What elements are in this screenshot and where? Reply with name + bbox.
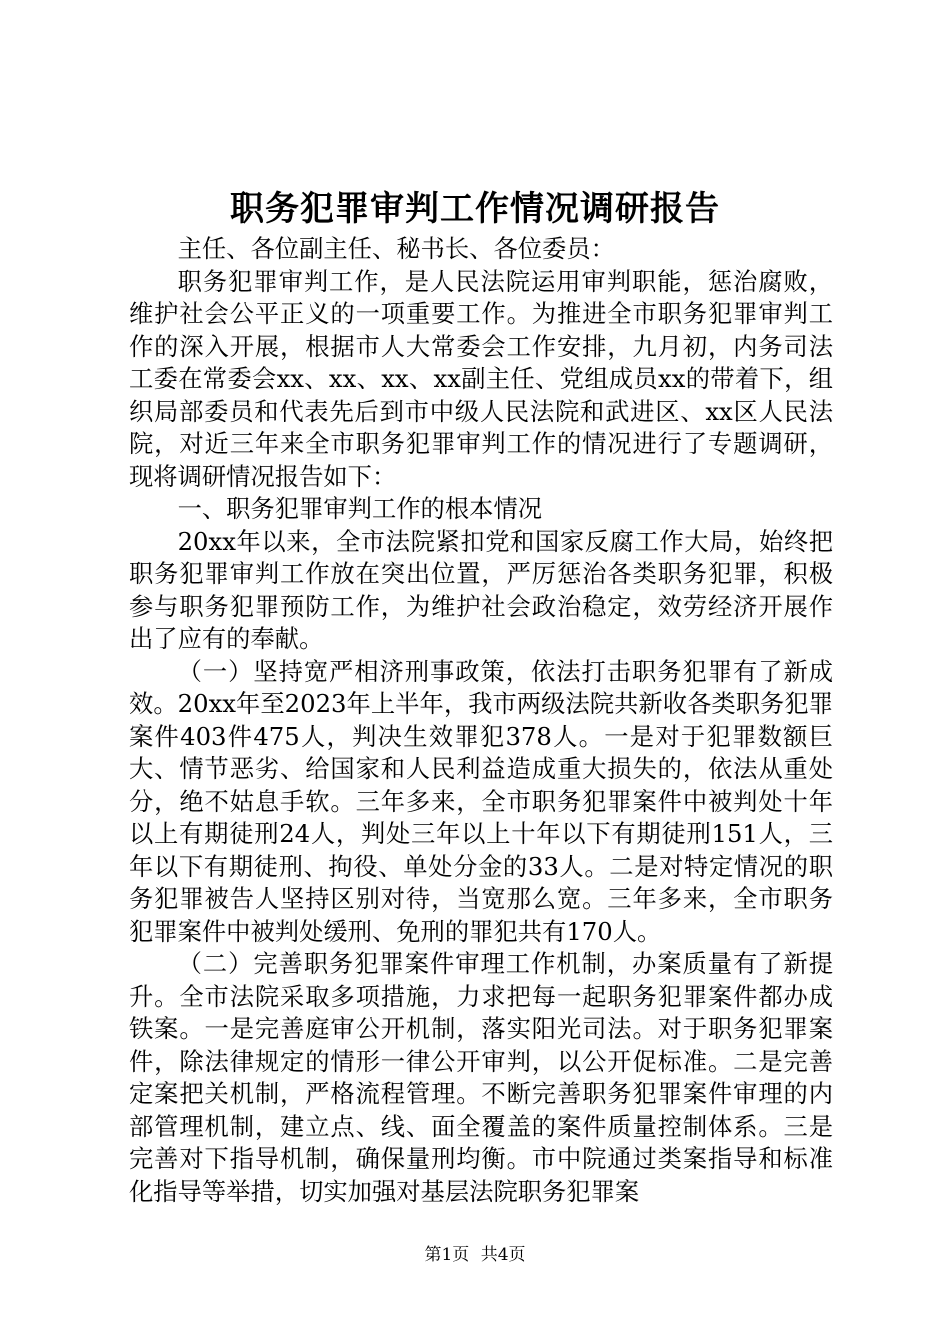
document-body bbox=[129, 233, 833, 1208]
page-footer bbox=[0, 1243, 950, 1267]
paragraph-intro: 职务犯罪审判工作，是人民法院运用审判职能，惩治腐败，维护社会公平正义的一项重要工作。为推进全市职务犯罪审判工作的深入开展，根据市人大常委会工作安排，九月初，内务司法工委在常委会xx、xx、xx、xx副主任、党组成员xx的带着下，组织局部委员和代表先后到市中级人民法院和武进区、xx区人民法院，对近三年来全市职务犯罪审判工作的情况进行了专题调研，现将调研情况报告如下： bbox=[129, 266, 833, 491]
paragraph-subsection-1: （一）坚持宽严相济刑事政策，依法打击职务犯罪有了新成效。20xx年至2023年上半年，我市两级法院共新收各类职务犯罪案件403件475人，判决生效罪犯378人。一是对于犯罪数额巨大、情节恶劣、给国家和人民利益造成重大损失的，依法从重处分，绝不姑息手软。三年多来，全市职务犯罪案件中被判处十年以上有期徒刑24人，判处三年以上十年以下有期徒刑151人，三年以下有期徒刑、拘役、单处分金的33人。二是对特定情况的职务犯罪被告人坚持区别对待，当宽那么宽。三年多来，全市职务犯罪案件中被判处缓刑、免刑的罪犯共有170人。 bbox=[129, 656, 833, 946]
page-number: 第1页 bbox=[424, 1245, 470, 1265]
section-heading-1: 一、职务犯罪审判工作的根本情况 bbox=[177, 494, 543, 523]
page-total: 共4页 bbox=[480, 1245, 526, 1265]
document-title: 职务犯罪审判工作情况调研报告 bbox=[230, 189, 720, 229]
greeting-line: 主任、各位副主任、秘书长、各位委员： bbox=[177, 234, 615, 263]
paragraph-subsection-2: （二）完善职务犯罪案件审理工作机制，办案质量有了新提升。全市法院采取多项措施，力求把每一起职务犯罪案件都办成铁案。一是完善庭审公开机制，落实阳光司法。对于职务犯罪案件，除法律规定的情形一律公开审判，以公开促标准。二是完善定案把关机制，严格流程管理。不断完善职务犯罪案件审理的内部管理机制，建立点、线、面全覆盖的案件质量控制体系。三是完善对下指导机制，确保量刑均衡。市中院通过类案指导和标准化指导等举措，切实加强对基层法院职务犯罪案 bbox=[129, 949, 833, 1206]
paragraph-overview: 20xx年以来，全市法院紧扣党和国家反腐工作大局，始终把职务犯罪审判工作放在突出位置，严厉惩治各类职务犯罪，积极参与职务犯罪预防工作，为维护社会政治稳定，效劳经济开展作出了应有的奉献。 bbox=[129, 526, 833, 653]
